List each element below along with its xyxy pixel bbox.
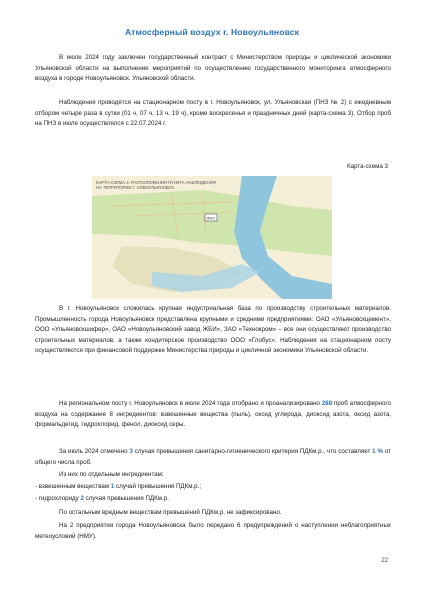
exceedance-percent: 1 %: [372, 448, 383, 455]
page-number: 22: [381, 558, 388, 564]
paragraph-contract: В июле 2024 году заключен государственный контракт с Министерством природы и циклической экономики Ульяновской области на выполнение мероприятий по осуществлению государственного мониторинга атмосферного воздуха в городе Новоульяновск. Ульяновской области.: [35, 54, 391, 83]
post-marker-label: ПНЗ: [206, 215, 215, 221]
page-title: Атмосферный воздух г. Новоульяновск: [124, 27, 300, 37]
map-scheme: [92, 176, 332, 299]
paragraph-exceedances: За июль 2024 отмечено 3 случая превышения санитарно-гигиенического критерия ПДКм.р., что составляет 1 % от общего числа проб.: [35, 448, 392, 466]
list-item-hydrochloride: - гидрохлориду 2 случая превышения ПДКм.р.: [35, 495, 169, 502]
map-heading-1: КАРТА-СХЕМА 3. РАСПОЛОЖЕНИЯ ПУНКТА НАБЛЮДЕНИЯ: [96, 180, 216, 185]
paragraph-warnings: На 2 предприятия города Новоульяновска было передано 6 предупреждений о наступлении неблагоприятных метеоусловий (НМУ).: [35, 522, 391, 540]
list-item-dust: - взвешенным веществам 1 случай превышения ПДКм.р.;: [35, 483, 202, 490]
sample-count: 288: [321, 400, 333, 407]
map-image: [92, 176, 332, 299]
map-heading-2: НА ТЕРРИТОРИИ Г. НОВОУЛЬЯНОВСК: [96, 185, 174, 190]
paragraph-no-exceedance: По остальным вредным веществам превышений ПДКм.р. не зафиксировано.: [59, 509, 282, 516]
exceedance-count: 3: [129, 448, 133, 455]
map-caption: Карта-схема 3: [346, 163, 388, 170]
paragraph-samples: На региональном посту г. Новоульяновск в июле 2024 года отобрано и проанализировано 288 проб атмосферного воздуха на содержание 8 ингредиентов: взвешенные вещества (пыль), оксид углерода, диоксид азота, оксид азота, формальдегид, гидрохлорид, фенол, диоксид серы.: [35, 400, 391, 429]
paragraph-observations: Наблюдения проводятся на стационарном посту в г. Новоульяновск, ул. Ульяновская (ПНЗ № 2) с ежедневным отбором четыре раза в сутки (01 ч, 07 ч, 13 ч, 19 ч), кроме воскресенья и праздничных дней (карта-схема 3). Отбор проб на ПНЗ в июле осуществлялся с 22.07.2024 г.: [35, 99, 391, 128]
paragraph-industry: В г. Новоульяновск сложилась крупная индустриальная база по производству строительных материалов. Промышленность города Новоульяновск представлена крупными и средними предприятиями: ОАО «Ульяновскцемент», ООО «Ульяновскшифер», ОАО «Новоульяновский завод ЖБИ», ЗАО «Технокром» – все они осуществляют производство строительных материалов, а также кондитерское производство ООО «Глобус». Наблюдения на стационарном посту осуществляются при финансовой поддержке Министерства природы и цикличной экономики Ульяновской области.: [35, 305, 391, 355]
paragraph-by-ingredient: Из них по отдельным ингредиентам:: [59, 471, 164, 478]
